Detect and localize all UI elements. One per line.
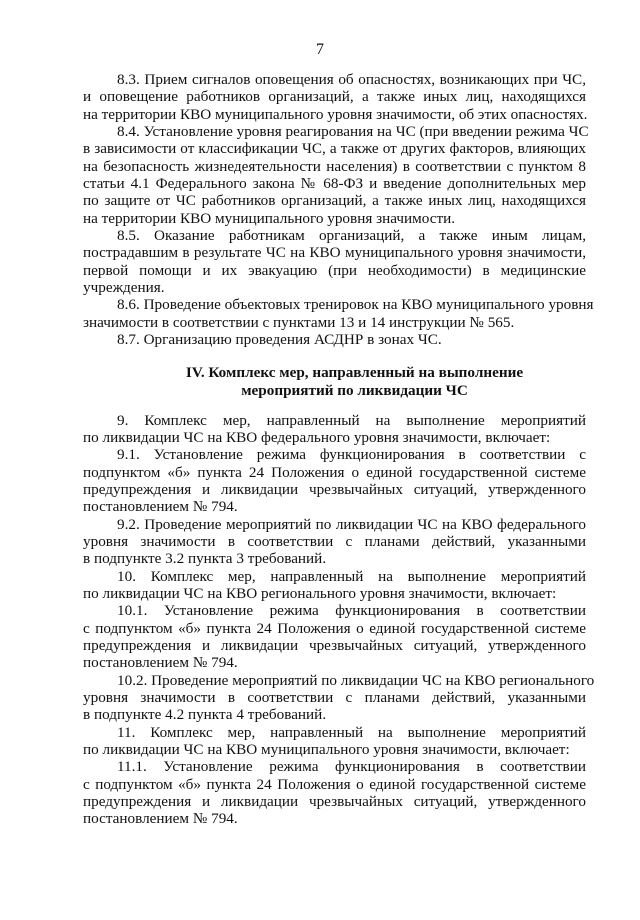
paragraph: [83, 227, 586, 296]
text-line: 10.1. Установление режима функционирования в соответствии: [117, 602, 586, 620]
text-line: уровня значимости в соответствии с планами действий, указанными: [83, 689, 586, 706]
text-line: 8.4. Установление уровня реагирования на ЧС (при введении режима ЧС: [117, 123, 589, 141]
section-before-heading: [83, 71, 594, 349]
section-heading: [83, 364, 586, 401]
paragraph: [83, 568, 586, 603]
text-line: 10.2. Проведение мероприятий по ликвидации ЧС на КВО регионального: [117, 671, 595, 689]
paragraph: [83, 296, 594, 331]
text-line: учреждения.: [83, 279, 165, 297]
paragraph: [83, 412, 586, 447]
paragraph: [83, 724, 586, 759]
text-line: 8.5. Оказание работникам организаций, а также иным лицам,: [117, 227, 586, 245]
text-line: 8.7. Организацию проведения АСДНР в зонах ЧС.: [117, 331, 442, 349]
text-line: пострадавшим в результате ЧС на КВО муниципального уровня значимости,: [83, 244, 586, 262]
text-line: по ликвидации ЧС на КВО муниципального уровня значимости, включает:: [83, 741, 570, 759]
text-line: уровня значимости в соответствии с планами действий, указанными: [83, 532, 586, 550]
text-line: значимости в соответствии с пунктами 13 и 14 инструкции № 565.: [83, 313, 515, 331]
text-line: предупреждения и ликвидации чрезвычайных ситуаций, утвержденного: [83, 636, 586, 654]
paragraph: [83, 123, 589, 227]
text-line: по ликвидации ЧС на КВО регионального уровня значимости, включает:: [83, 584, 557, 602]
text-line: статьи 4.1 Федерального закона № 68-ФЗ и введение дополнительных мер: [83, 175, 586, 193]
section-after-heading: [83, 411, 595, 828]
text-line: 9.1. Установление режима функционирования в соответствии с: [117, 446, 586, 464]
text-line: на безопасность жизнедеятельности населения) в соответствии с пунктом 8: [83, 157, 586, 175]
text-line: на территории КВО муниципального уровня значимости.: [83, 209, 456, 227]
text-line: 9.2. Проведение мероприятий по ликвидации ЧС на КВО федерального: [117, 515, 586, 533]
text-line: 11. Комплекс мер, направленный на выполнение мероприятий: [117, 723, 586, 741]
text-line: по ликвидации ЧС на КВО федерального уровня значимости, включает:: [83, 428, 551, 446]
text-line: постановлением № 794.: [83, 498, 238, 516]
text-line: предупреждения и ликвидации чрезвычайных ситуаций, утвержденного: [83, 480, 586, 498]
text-line: постановлением № 794.: [83, 654, 238, 672]
paragraph: [83, 516, 586, 568]
text-line: 11.1. Установление режима функционирования в соответствии: [117, 758, 586, 776]
paragraph: [83, 671, 595, 724]
paragraph: [83, 758, 586, 827]
paragraph: [83, 446, 586, 515]
text-line: в подпункте 4.2 пункта 4 требований.: [83, 706, 327, 724]
paragraph: [83, 602, 586, 671]
document-body: [83, 71, 595, 828]
text-line: подпунктом «б» пункта 24 Положения о единой государственной системе: [83, 463, 586, 481]
heading-line: мероприятий по ликвидации ЧС: [241, 382, 468, 399]
text-line: постановлением № 794.: [83, 810, 238, 828]
page-number: 7: [316, 41, 324, 58]
text-line: предупреждения и ликвидации чрезвычайных ситуаций, утвержденного: [83, 793, 586, 811]
text-line: 8.3. Прием сигналов оповещения об опасностях, возникающих при ЧС,: [117, 71, 586, 88]
heading-line: IV. Комплекс мер, направленный на выполнение: [185, 363, 524, 381]
text-line: 9. Комплекс мер, направленный на выполнение мероприятий: [117, 411, 586, 429]
text-line: 8.6. Проведение объектовых тренировок на КВО муниципального уровня: [117, 296, 594, 314]
text-line: первой помощи и их эвакуацию (при необходимости) в медицинские: [83, 261, 586, 279]
paragraph: [83, 71, 586, 123]
text-line: в зависимости от классификации ЧС, а также от других факторов, влияющих: [83, 140, 586, 158]
text-line: и оповещение работников организаций, а также иных лиц, находящихся: [83, 88, 586, 106]
text-line: с подпунктом «б» пункта 24 Положения о единой государственной системе: [83, 775, 586, 793]
text-line: по защите от ЧС работников организаций, а также иных лиц, находящихся: [83, 192, 586, 210]
text-line: на территории КВО муниципального уровня значимости, об этих опасностях.: [83, 105, 588, 123]
text-line: в подпункте 3.2 пункта 3 требований.: [83, 550, 327, 568]
text-line: с подпунктом «б» пункта 24 Положения о единой государственной системе: [83, 619, 586, 637]
paragraph: [83, 331, 586, 348]
text-line: 10. Комплекс мер, направленный на выполнение мероприятий: [117, 567, 586, 585]
